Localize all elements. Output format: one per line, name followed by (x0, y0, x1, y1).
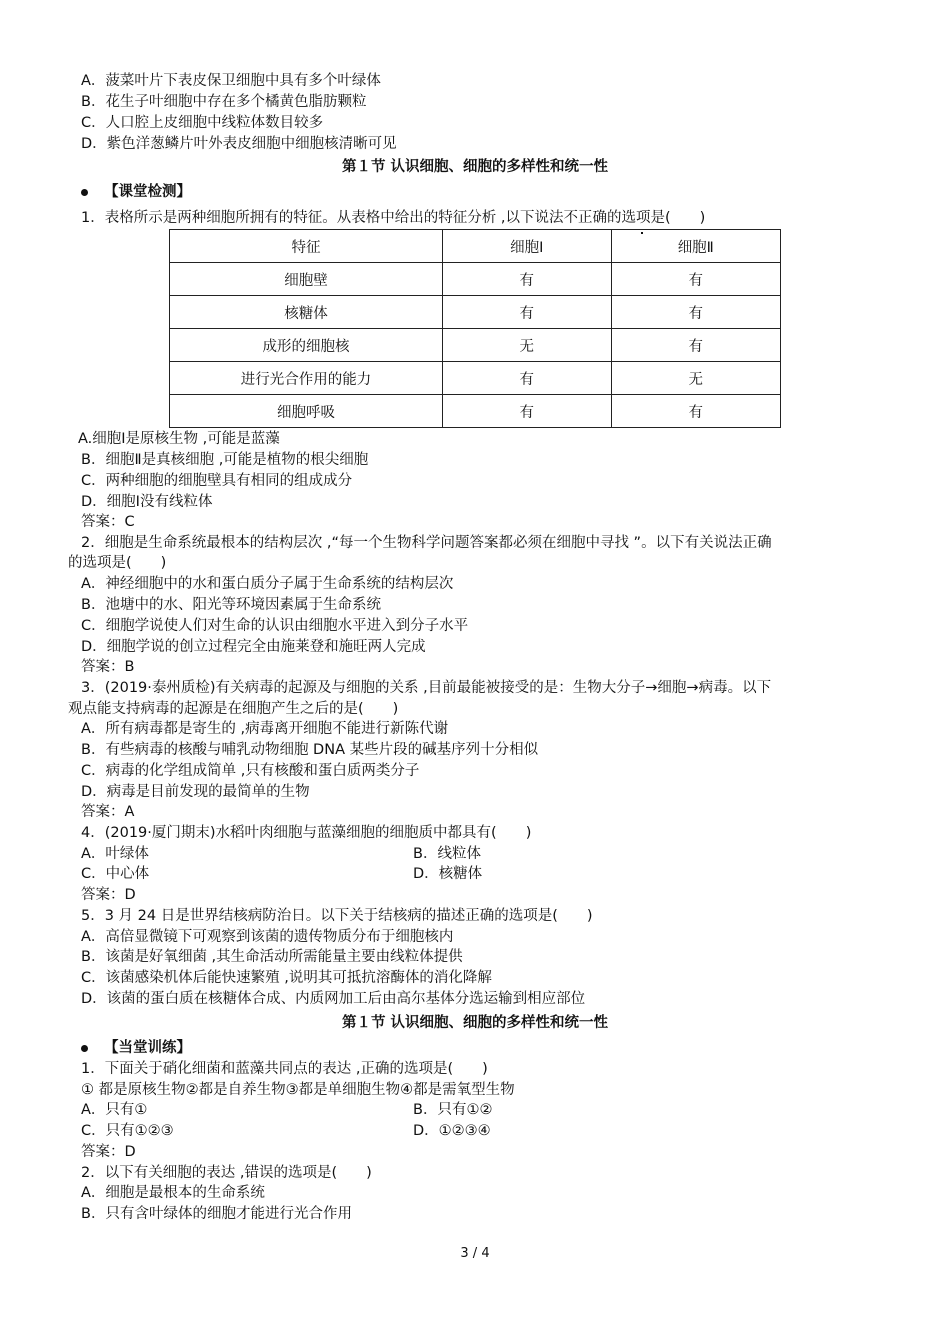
answer-text: 答案：D (81, 1144, 136, 1160)
table-header-row (170, 230, 781, 263)
option-text: C．中心体 (81, 866, 150, 882)
table-cell: 有 (611, 263, 780, 296)
page-number: 3 / 4 (460, 1246, 490, 1261)
option-text: B．只有含叶绿体的细胞才能进行光合作用 (81, 1206, 352, 1222)
option-text: A．所有病毒都是寄生的 ,病毒离开细胞不能进行新陈代谢 (81, 721, 449, 737)
option-text: C．病毒的化学组成简单 ,只有核酸和蛋白质两类分子 (81, 763, 420, 779)
option-text: A．神经细胞中的水和蛋白质分子属于生命系统的结构层次 (81, 576, 454, 592)
table-cell: 细胞壁 (170, 263, 443, 296)
option-text: D．细胞学说的创立过程完全由施莱登和施旺两人完成 (81, 639, 426, 655)
option-text: B．线粒体 (413, 846, 481, 862)
option-text: B．只有①② (413, 1102, 493, 1118)
table-header-cell: 细胞Ⅱ (611, 230, 780, 263)
option-text: D．细胞Ⅰ没有线粒体 (81, 494, 213, 510)
question-stem: 3．(2019·泰州质检)有关病毒的起源及与细胞的关系 ,目前最能被接受的是：生物大分子→细胞→病毒。以下 (81, 680, 772, 696)
question-statements: ① 都是原核生物②都是自养生物③都是单细胞生物④都是需氧型生物 (81, 1082, 515, 1098)
option-text: A．叶绿体 (81, 846, 149, 862)
option-text: B．花生子叶细胞中存在多个橘黄色脂肪颗粒 (81, 94, 367, 110)
option-text: A．高倍显微镜下可观察到该菌的遗传物质分布于细胞核内 (81, 929, 454, 945)
feature-table (169, 229, 781, 428)
section-heading-ketang: 【课堂检测】 (104, 184, 191, 200)
question-stem: 5．3 月 24 日是世界结核病防治日。以下关于结核病的描述正确的选项是( ) (81, 908, 593, 924)
section-heading-dangtang: 【当堂训练】 (104, 1040, 191, 1056)
question-stem: 2．以下有关细胞的表达 ,错误的选项是( ) (81, 1165, 372, 1181)
bullet-icon (81, 1045, 88, 1052)
table-row (170, 296, 781, 329)
table-cell: 细胞呼吸 (170, 395, 443, 428)
question-stem: 1．下面关于硝化细菌和蓝藻共同点的表达 ,正确的选项是( ) (81, 1061, 488, 1077)
question-stem: 2．细胞是生命系统最根本的结构层次 ,“每一个生物科学问题答案都必须在细胞中寻找 ”。以下有关说法正确 (81, 535, 772, 551)
table-row (170, 395, 781, 428)
table-cell: 有 (443, 263, 611, 296)
option-text: B．该菌是好氧细菌 ,其生命活动所需能量主要由线粒体提供 (81, 949, 463, 965)
question-stem: 观点能支持病毒的起源是在细胞产生之后的是( ) (68, 701, 399, 717)
table-cell: 有 (443, 395, 611, 428)
option-text: C．两种细胞的细胞壁具有相同的组成成分 (81, 473, 353, 489)
table-cell: 有 (611, 296, 780, 329)
option-text: A．菠菜叶片下表皮保卫细胞中具有多个叶绿体 (81, 73, 381, 89)
table-row (170, 362, 781, 395)
option-text: A.细胞Ⅰ是原核生物 ,可能是蓝藻 (78, 431, 280, 447)
option-text: D．紫色洋葱鳞片叶外表皮细胞中细胞核清晰可见 (81, 136, 397, 152)
table-cell: 有 (443, 296, 611, 329)
question-stem: 4．(2019·厦门期末)水稻叶肉细胞与蓝藻细胞的细胞质中都具有( ) (81, 825, 532, 841)
table-cell: 进行光合作用的能力 (170, 362, 443, 395)
option-text: A．细胞是最根本的生命系统 (81, 1185, 265, 1201)
option-text: B．细胞Ⅱ是真核细胞 ,可能是植物的根尖细胞 (81, 452, 369, 468)
table-header-cell: 特征 (170, 230, 443, 263)
option-text: C．人口腔上皮细胞中线粒体数目较多 (81, 115, 324, 131)
answer-text: 答案：D (81, 887, 136, 903)
option-text: B．有些病毒的核酸与哺乳动物细胞 DNA 某些片段的碱基序列十分相似 (81, 742, 539, 758)
answer-text: 答案：C (81, 514, 135, 530)
option-text: D．核糖体 (413, 866, 483, 882)
section-title: 第１节 认识细胞、细胞的多样性和统一性 (341, 159, 609, 175)
option-text: D．①②③④ (413, 1123, 491, 1139)
table-cell: 有 (611, 395, 780, 428)
option-text: A．只有① (81, 1102, 148, 1118)
question-stem: 的选项是( ) (68, 555, 167, 571)
table-cell: 无 (443, 329, 611, 362)
table-cell: 有 (611, 329, 780, 362)
table-cell: 成形的细胞核 (170, 329, 443, 362)
answer-text: 答案：A (81, 804, 135, 820)
option-text: C．细胞学说使人们对生命的认识由细胞水平进入到分子水平 (81, 618, 469, 634)
option-text: D．病毒是目前发现的最简单的生物 (81, 784, 310, 800)
table-row (170, 329, 781, 362)
table-cell: 有 (443, 362, 611, 395)
table-cell: 无 (611, 362, 780, 395)
table-row (170, 263, 781, 296)
option-text: D．该菌的蛋白质在核糖体合成、内质网加工后由高尔基体分选运输到相应部位 (81, 991, 586, 1007)
bullet-icon (81, 189, 88, 196)
option-text: C．只有①②③ (81, 1123, 174, 1139)
section-title: 第１节 认识细胞、细胞的多样性和统一性 (341, 1015, 609, 1031)
table-cell: 核糖体 (170, 296, 443, 329)
option-text: C．该菌感染机体后能快速繁殖 ,说明其可抵抗溶酶体的消化降解 (81, 970, 492, 986)
option-text: B．池塘中的水、阳光等环境因素属于生命系统 (81, 597, 381, 613)
answer-text: 答案：B (81, 659, 135, 675)
table-header-cell: 细胞Ⅰ (443, 230, 611, 263)
question-stem: 1．表格所示是两种细胞所拥有的特征。从表格中给出的特征分析 ,以下说法不正确的选项是( ) (81, 210, 706, 226)
